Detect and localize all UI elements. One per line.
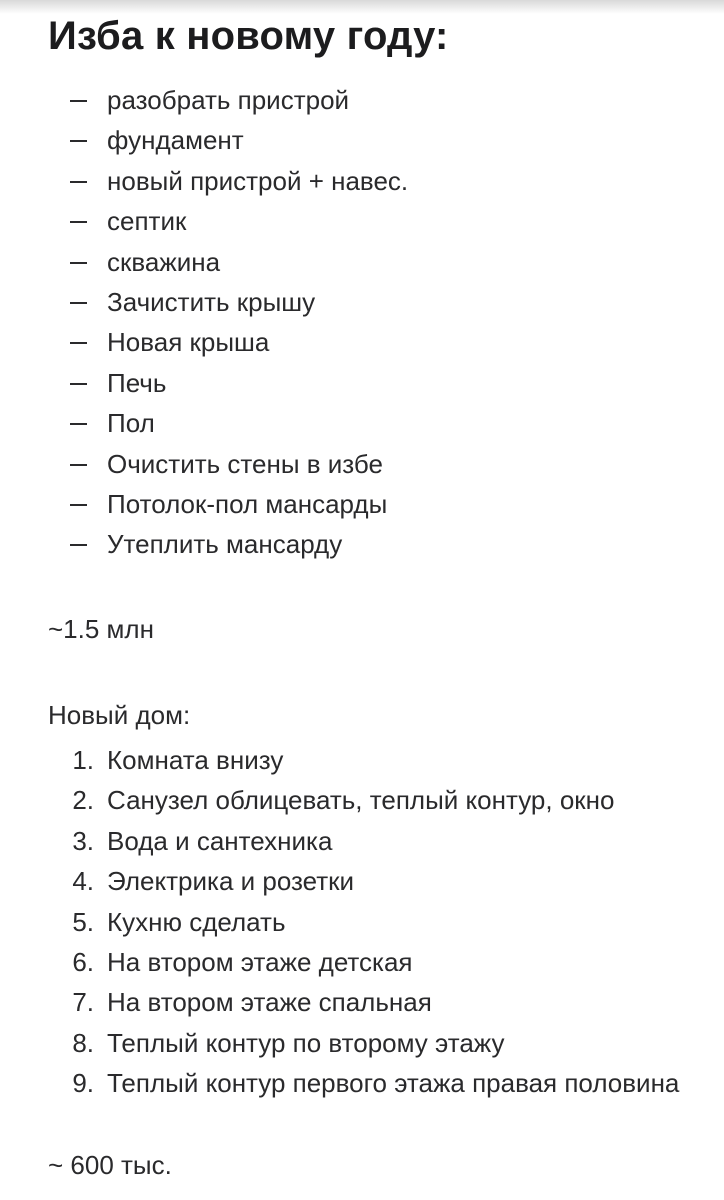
top-edge-shadow bbox=[0, 0, 724, 14]
page-title: Изба к новому году: bbox=[48, 14, 449, 58]
item-number: 4. bbox=[72, 866, 94, 897]
item-number: 5. bbox=[72, 906, 94, 937]
izba-price-estimate: ~1.5 млн bbox=[48, 614, 154, 644]
list-item: 4. Электрика и розетки bbox=[0, 861, 687, 901]
list-item: 1. Комната внизу bbox=[0, 740, 687, 780]
list-item: 3. Вода и сантехника bbox=[0, 821, 687, 861]
new-house-heading: Новый дом: bbox=[48, 700, 191, 730]
item-number: 2. bbox=[72, 785, 94, 816]
item-number: 7. bbox=[72, 987, 94, 1018]
list-item: 7. На втором этаже спальная bbox=[0, 982, 687, 1022]
new-house-task-list bbox=[0, 740, 687, 1104]
list-item: 8. Теплый контур по второму этажу bbox=[0, 1023, 687, 1063]
new-house-price-estimate: ~ 600 тыс. bbox=[48, 1150, 172, 1180]
list-item: 2. Санузел облицевать, теплый контур, окно bbox=[0, 780, 687, 820]
item-number: 9. bbox=[72, 1068, 94, 1099]
item-number: 8. bbox=[72, 1027, 94, 1058]
list-item: 5. Кухню сделать bbox=[0, 902, 687, 942]
item-number: 3. bbox=[72, 825, 94, 856]
item-number: 6. bbox=[72, 947, 94, 978]
item-number: 1. bbox=[72, 745, 94, 775]
list-item: 6. На втором этаже детская bbox=[0, 942, 687, 982]
list-item: 9. Теплый контур первого этажа правая половина bbox=[0, 1063, 687, 1103]
